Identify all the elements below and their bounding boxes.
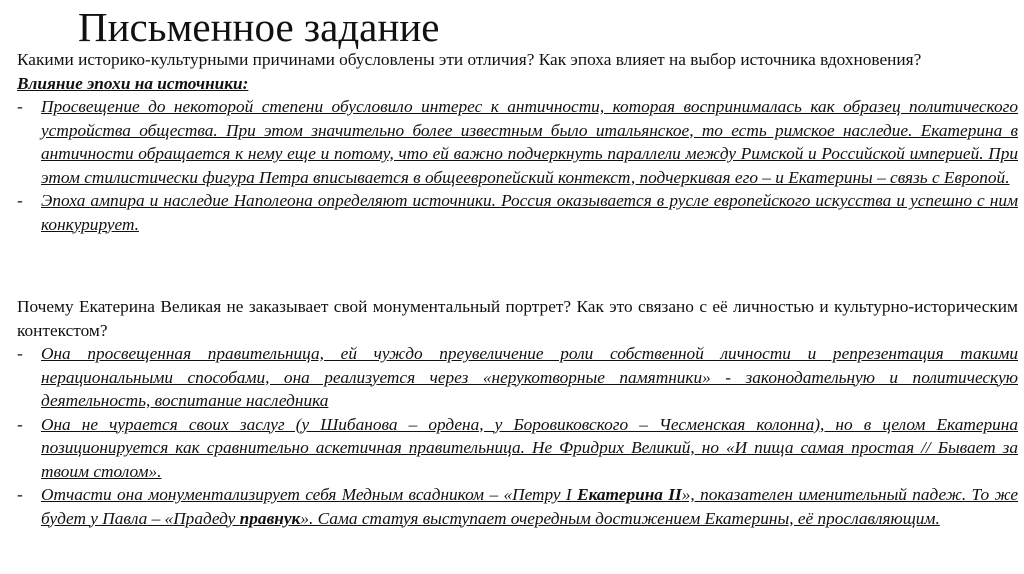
list-item-text (41, 483, 1018, 530)
question-1: Какими историко-культурными причинами обусловлены эти отличия? Как эпоха влияет на выбор источника вдохновения? (17, 50, 922, 69)
list-item (17, 483, 1018, 530)
question-2: Почему Екатерина Великая не заказывает свой монументальный портрет? Как это связано с её личностью и культурно-историческим контекстом? (17, 297, 1018, 340)
page-title: Письменное задание (78, 4, 440, 50)
list-item-text: Она не чурается своих заслуг (у Шибанова – ордена, у Боровиковского – Чесменская колонна), но в целом Екатерина позиционируется как сравнительно аскетичная правительница. Не Фридрих Великий, но «И пища самая простая // Бывает за твоим столом». (41, 414, 1018, 481)
list-item-text: Она просвещенная правительница, ей чуждо преувеличение роли собственной личности и репрезентация такими нерациональными способами, она реализуется через «нерукотворные памятники» - законодательную и политическую деятельность, воспитание наследника (41, 344, 1018, 410)
answer-list-2 (17, 342, 1018, 530)
bullet-dash: - (17, 344, 23, 363)
answer-list-1 (17, 95, 1018, 236)
bullet-dash: - (17, 97, 23, 116)
text-fragment: », показателен именительный падеж. То же будет у Павла – «Прадеду (41, 485, 1019, 528)
spacer (17, 236, 1018, 295)
list-item (17, 342, 1018, 413)
bullet-dash: - (17, 191, 23, 210)
section-heading: Влияние эпохи на источники: (17, 73, 249, 93)
bullet-dash: - (17, 414, 23, 434)
list-item (17, 95, 1018, 189)
list-item-text: Эпоха ампира и наследие Наполеона определяют источники. Россия оказывается в русле европейского искусства и успешно с ним конкурирует. (41, 191, 1018, 234)
slide-content (17, 48, 1018, 530)
list-item (17, 413, 1018, 484)
list-item (17, 189, 1018, 236)
text-fragment: ». Сама статуя выступает очередным достижением Екатерины, её прославляющим. (300, 508, 940, 528)
list-item-text: Просвещение до некоторой степени обусловило интерес к античности, которая воспринималась как образец политического устройства общества. При этом значительно более известным было итальянское, то есть римское наследие. Екатерина в античности обращается к нему еще и потому, что ей важно подчеркнуть параллели между Римской и Российской империей. При этом стилистически фигура Петра вписывается в общеевропейский контекст, подчеркивая его – и Екатерины – связь с Европой. (41, 97, 1018, 187)
bold-fragment: правнук (239, 508, 301, 528)
bold-fragment: Екатерина II (577, 485, 682, 504)
text-fragment: Отчасти она монументализирует себя Медным всадником – «Петру I (41, 485, 578, 504)
bullet-dash: - (17, 485, 23, 504)
